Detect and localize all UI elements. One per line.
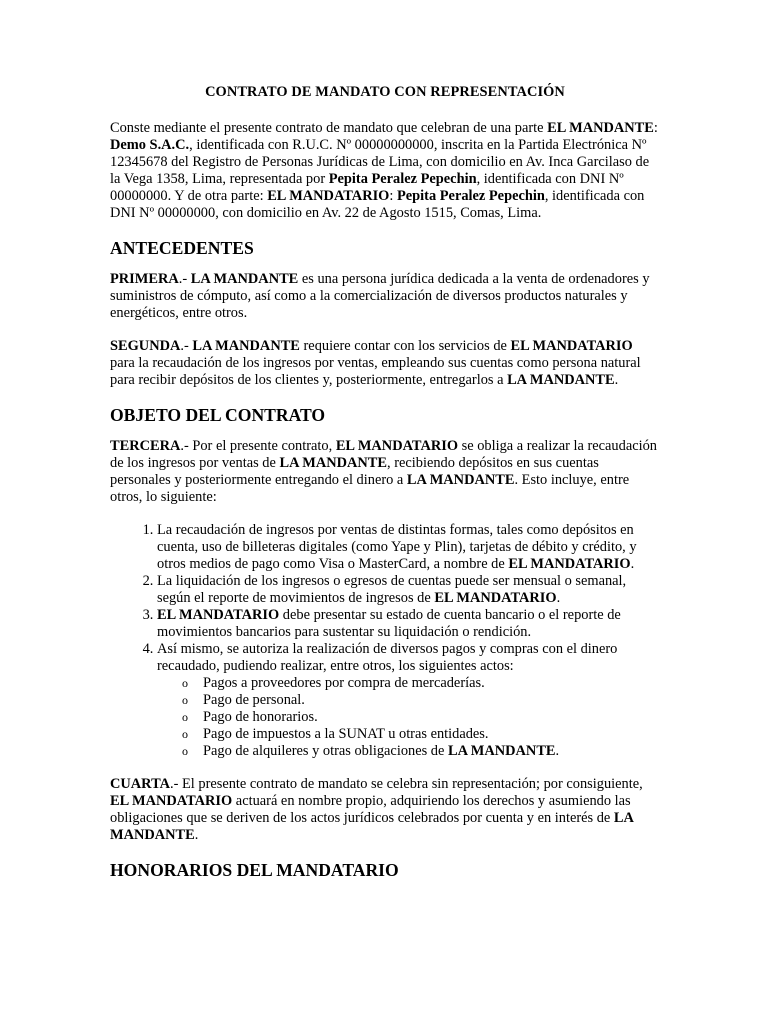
numbered-list xyxy=(110,522,660,760)
sublist-item xyxy=(182,709,660,726)
bullet-sublist xyxy=(157,675,660,760)
list-item xyxy=(157,641,660,760)
list-item: 3. EL MANDATARIO debe presentar su estado de cuenta bancario o el reporte de movimientos bancarios para sustentar su liquidación o rendición. xyxy=(157,607,660,641)
sublist-item-text: Pagos a proveedores por compra de mercaderías. xyxy=(203,675,485,691)
document-title: CONTRATO DE MANDATO CON REPRESENTACIÓN xyxy=(205,84,565,100)
clause-segunda: SEGUNDA.- LA MANDANTE requiere contar con los servicios de EL MANDATARIO para la recaudación de los ingresos por ventas, empleando sus cuentas como persona natural para recibir depósitos de los clientes y, posteriormente, entregarlos a LA MANDANTE. xyxy=(110,338,641,388)
sublist-item xyxy=(182,692,660,709)
bullet-marker: o xyxy=(182,676,188,690)
list-item: 1. La recaudación de ingresos por ventas de distintas formas, tales como depósitos en cuenta, uso de billeteras digitales (como Yape y Plin), tarjetas de débito y crédito, y otros medios de pago como Visa o MasterCard, a nombre de EL MANDATARIO. xyxy=(157,522,660,573)
bullet-marker: o xyxy=(182,710,188,724)
intro-paragraph: Conste mediante el presente contrato de mandato que celebran de una parte EL MANDANTE: Demo S.A.C., identificada con R.U.C. Nº 00000000000, inscrita en la Partida Electrónica Nº 12345678 del Registro de Personas Jurídicas de Lima, con domicilio en Av. Inca Garcilaso de la Vega 1358, Lima, representada por Pepita Peralez Pepechin, identificada con DNI Nº 00000000. Y de otra parte: EL MANDATARIO: Pepita Peralez Pepechin, identificada con DNI Nº 00000000, con domicilio en Av. 22 de Agosto 1515, Comas, Lima. xyxy=(110,120,658,221)
section-heading-objeto: OBJETO DEL CONTRATO xyxy=(110,405,326,425)
clause-cuarta: CUARTA.- El presente contrato de mandato se celebra sin representación; por consiguiente, EL MANDATARIO actuará en nombre propio, adquiriendo los derechos y asumiendo las obligaciones que se deriven de los actos jurídicos celebrados por cuenta y en interés de LA MANDANTE. xyxy=(110,776,643,843)
clause-primera: PRIMERA.- LA MANDANTE es una persona jurídica dedicada a la venta de ordenadores y suministros de cómputo, así como a la comercialización de diversos productos naturales y energéticos, entre otros. xyxy=(110,271,650,321)
sublist-item-text: Pago de honorarios. xyxy=(203,709,318,725)
sublist-item-text: Pago de personal. xyxy=(203,692,305,708)
section-heading-honorarios: HONORARIOS DEL MANDATARIO xyxy=(110,860,399,880)
clause-tercera: TERCERA.- Por el presente contrato, EL MANDATARIO se obliga a realizar la recaudación de los ingresos por ventas de LA MANDANTE, recibiendo depósitos en sus cuentas personales y posteriormente entregando el dinero a LA MANDANTE. Esto incluye, entre otros, lo siguiente: xyxy=(110,438,657,505)
bullet-marker: o xyxy=(182,744,188,758)
list-item-text: Así mismo, se autoriza la realización de diversos pagos y compras con el dinero recaudado, pudiendo realizar, entre otros, los siguientes actos: xyxy=(157,641,618,674)
sublist-item-text: Pago de alquileres y otras obligaciones de LA MANDANTE. xyxy=(203,743,560,759)
list-item: 2. La liquidación de los ingresos o egresos de cuentas puede ser mensual o semanal, según el reporte de movimientos de ingresos de EL MANDATARIO. xyxy=(157,573,660,607)
sublist-item xyxy=(182,743,660,760)
section-heading-antecedentes: ANTECEDENTES xyxy=(110,238,254,258)
bullet-marker: o xyxy=(182,693,188,707)
sublist-item xyxy=(182,726,660,743)
sublist-item-text: Pago de impuestos a la SUNAT u otras entidades. xyxy=(203,726,489,742)
bullet-marker: o xyxy=(182,727,188,741)
sublist-item xyxy=(182,675,660,692)
